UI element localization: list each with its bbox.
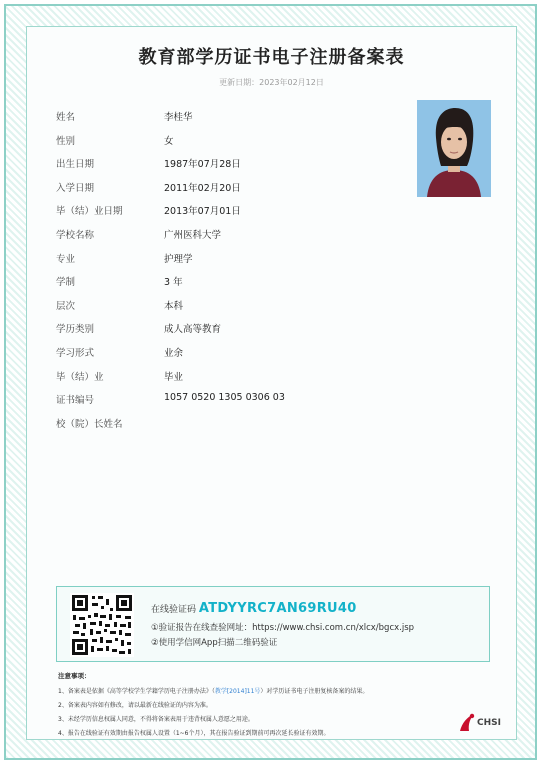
note-2: 2、备案表内容如有修改，请以最新在线验证的内容为准。	[58, 702, 212, 709]
field-value: 本科	[164, 300, 184, 312]
field-label: 层次	[56, 300, 76, 312]
field-label: 性别	[56, 135, 76, 147]
note-1-text-start: 1、备案表是依据《高等学校学生学籍学历电子注册办法》（	[58, 688, 215, 695]
note-1-text-end: ）对学历证书电子注册复核备案的结果。	[260, 688, 369, 695]
field-value: 2011年02月20日	[164, 182, 241, 194]
notes-title: 注意事项：	[58, 672, 91, 680]
field-label: 学校名称	[56, 229, 95, 241]
form-sheet	[27, 27, 516, 739]
page-title: 教育部学历证书电子注册备案表	[138, 47, 405, 68]
note-4: 4、报告在线验证有效期由报告权属人设置（1~6个月），其在报告验证到期前可再次延长验证有效期。	[58, 730, 330, 737]
chsi-logo-text: CHSI	[477, 718, 501, 728]
student-photo	[417, 100, 491, 197]
verification-code: ATDYYRC7AN69RU40	[198, 601, 357, 616]
field-label: 学习形式	[56, 347, 95, 359]
field-value: 广州医科大学	[164, 229, 222, 241]
note-1	[58, 686, 368, 695]
field-value: 毕业	[164, 371, 184, 383]
field-value: 1987年07月28日	[164, 159, 241, 171]
field-label: 毕（结）业日期	[56, 206, 123, 218]
update-date: 更新日期：2023年02月12日	[219, 78, 324, 87]
note-1-link[interactable]: 教学[2014]11号	[214, 688, 261, 695]
field-value: 1057 0520 1305 0306 03	[164, 392, 285, 404]
field-label: 出生日期	[56, 159, 95, 171]
field-label: 入学日期	[56, 182, 95, 194]
field-label: 校（院）长姓名	[56, 418, 123, 430]
field-value: 2013年07月01日	[164, 206, 241, 218]
field-value: 业余	[164, 347, 184, 359]
field-value: 护理学	[164, 253, 193, 265]
field-value: 3 年	[164, 277, 183, 289]
qr-code-icon[interactable]	[70, 593, 134, 657]
chsi-logo-icon	[457, 711, 477, 733]
note-3: 3、未经学历信息权属人同意，不得将备案表用于违背权属人意愿之用途。	[58, 716, 254, 723]
field-value: 女	[164, 135, 174, 147]
verification-code-label: 在线验证码	[151, 605, 197, 615]
verification-app-text: ②使用学信网App扫描二维码验证	[151, 638, 278, 648]
field-label: 姓名	[56, 112, 76, 123]
field-label: 证书编号	[56, 395, 95, 407]
field-value: 李桂华	[164, 112, 193, 123]
chsi-logo	[457, 711, 507, 735]
field-label: 学制	[56, 277, 76, 289]
verification-url-text: ①验证报告在线查验网址：https://www.chsi.com.cn/xlcx/bgcx.jsp	[151, 623, 415, 633]
field-label: 毕（结）业	[56, 371, 104, 383]
field-label: 学历类别	[56, 324, 95, 336]
field-label: 专业	[56, 253, 76, 265]
verification-code-line	[151, 601, 357, 616]
online-verification-box	[56, 586, 490, 662]
field-value: 成人高等教育	[164, 324, 222, 336]
